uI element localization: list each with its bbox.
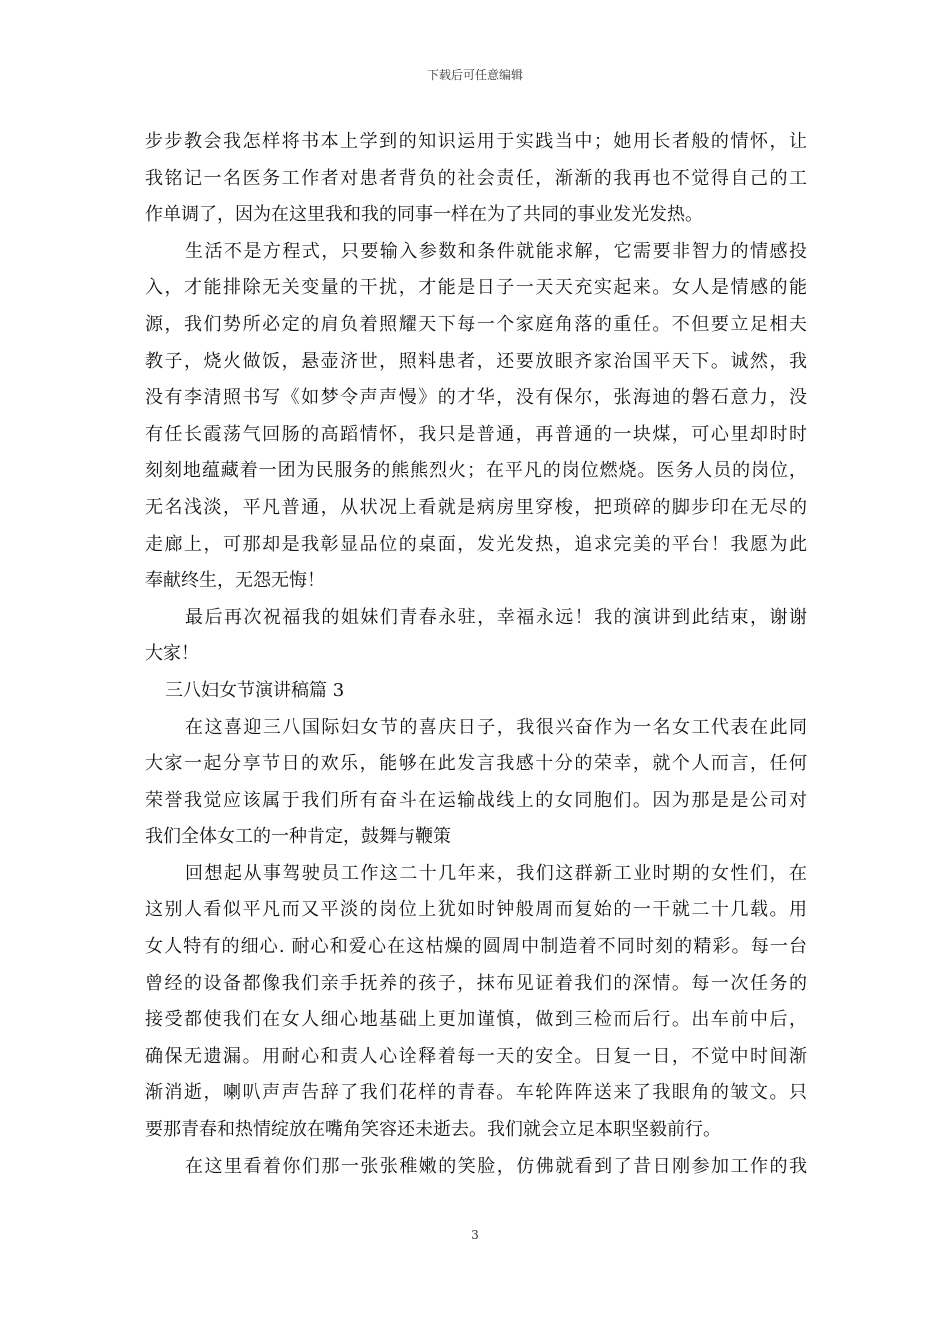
text-line: 教子，烧火做饭，悬壶济世，照料患者，还要放眼齐家治国平天下。诚然，我: [145, 350, 807, 372]
paragraph-first-line: 在这喜迎三八国际妇女节的喜庆日子，我很兴奋作为一名女工代表在此同: [185, 716, 807, 738]
text-line: 大家！: [145, 643, 199, 665]
text-line: 我们全体女工的一种肯定，鼓舞与鞭策: [145, 826, 451, 848]
paragraph-first-line: 最后再次祝福我的姐妹们青春永驻，幸福永远！我的演讲到此结束，谢谢: [185, 606, 807, 628]
text-line: 源，我们势所必定的肩负着照耀天下每一个家庭角落的重任。不但要立足相夫: [145, 313, 807, 335]
text-line: 奉献终生，无怨无悔！: [145, 570, 325, 592]
text-line: 曾经的设备都像我们亲手抚养的孩子，抹布见证着我们的深情。每一次任务的: [145, 972, 807, 994]
text-line: 渐消逝，喇叭声声告辞了我们花样的青春。车轮阵阵送来了我眼角的皱文。只: [145, 1082, 807, 1104]
text-line: 接受都使我们在女人细心地基础上更加谨慎，做到三检而后行。出车前中后，: [145, 1009, 807, 1031]
text-line: 步步教会我怎样将书本上学到的知识运用于实践当中；她用长者般的情怀，让: [145, 131, 807, 152]
text-line: 女人特有的细心. 耐心和爱心在这枯燥的圆周中制造着不同时刻的精彩。每一台: [145, 936, 807, 958]
text-line: 走廊上，可那却是我彰显品位的桌面，发光发热，追求完美的平台！我愿为此: [145, 533, 807, 555]
text-line: 无名浅淡，平凡普通，从状况上看就是病房里穿梭，把琐碎的脚步印在无尽的: [145, 496, 807, 518]
paragraph-first-line: 回想起从事驾驶员工作这二十几年来，我们这群新工业时期的女性们，在: [185, 862, 807, 884]
text-line: 大家一起分享节日的欢乐，能够在此发言我感十分的荣幸，就个人而言，任何: [145, 753, 807, 775]
text-line: 没有李清照书写《如梦令声声慢》的才华，没有保尔，张海迪的磐石意力，没: [145, 387, 807, 409]
text-line: 这别人看似平凡而又平淡的岗位上犹如时钟般周而复始的一干就二十几载。用: [145, 899, 807, 921]
text-line: 作单调了，因为在这里我和我的同事一样在为了共同的事业发光发热。: [145, 204, 703, 226]
text-line: 荣誉我觉应该属于我们所有奋斗在运输战线上的女同胞们。因为那是是公司对: [145, 789, 807, 811]
section-heading: 三八妇女节演讲稿篇 3: [165, 679, 345, 701]
paragraph-first-line: 在这里看着你们那一张张稚嫩的笑脸，仿佛就看到了昔日刚参加工作的我: [185, 1155, 807, 1177]
text-line: 刻刻地蕴藏着一团为民服务的熊熊烈火；在平凡的岗位燃烧。医务人员的岗位，: [145, 460, 807, 482]
page-number: 3: [471, 1228, 479, 1242]
text-line: 有任长霞荡气回肠的高蹈情怀，我只是普通，再普通的一块煤，可心里却时时: [145, 423, 807, 445]
text-line: 我铭记一名医务工作者对患者背负的社会责任，渐渐的我再也不觉得自己的工: [145, 167, 807, 189]
document-body: [145, 124, 807, 1185]
paragraph-first-line: 生活不是方程式，只要输入参数和条件就能求解，它需要非智力的情感投: [185, 240, 807, 262]
text-line: 入，才能排除无关变量的干扰，才能是日子一天天充实起来。女人是情感的能: [145, 277, 807, 299]
text-line: 要那青春和热情绽放在嘴角笑容还未逝去。我们就会立足本职坚毅前行。: [145, 1119, 721, 1141]
text-line: 确保无遗漏。用耐心和责人心诠释着每一天的安全。日复一日，不觉中时间渐: [145, 1045, 807, 1067]
page-header: 下载后可任意编辑: [426, 68, 523, 82]
